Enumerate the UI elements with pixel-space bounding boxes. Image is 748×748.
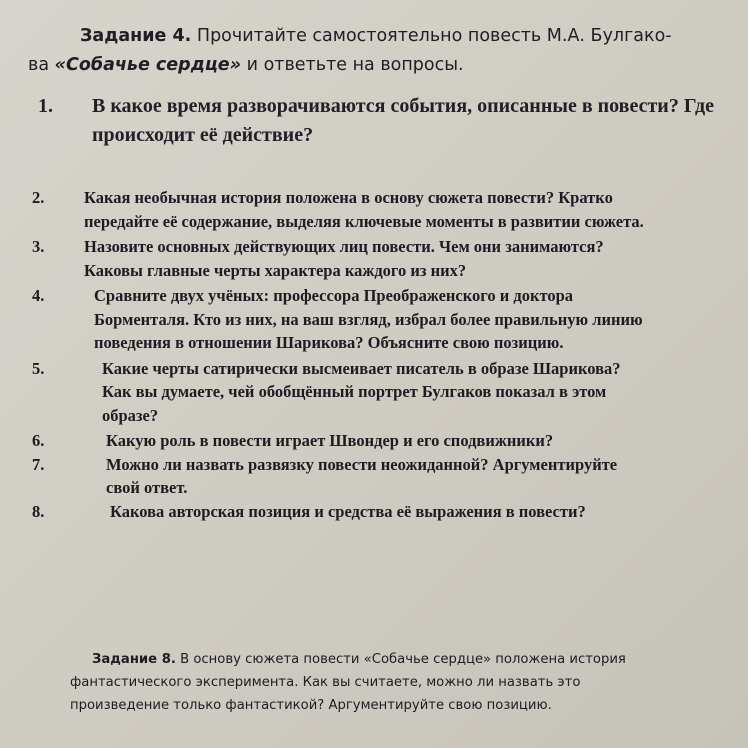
question-item [32, 429, 652, 453]
question-number: 6. [32, 431, 45, 450]
question-text: Назовите основных действующих лиц повести. Чем они занимаются? Каковы главные черты характера каждого из них? [84, 237, 604, 280]
task-8-text: В основу сюжета повести «Собачье сердце» положена история фантастического эксперимента. Как вы считаете, можно ли назвать это произведение только фантастикой? Аргументируйте свою позицию. [70, 652, 626, 713]
task-4-label: Задание 4. [80, 26, 192, 46]
task-8-block [70, 648, 650, 717]
question-number: 3. [32, 237, 45, 256]
question-1 [38, 92, 743, 150]
question-text: Какая необычная история положена в основу сюжета повести? Кратко передайте её содержание, выделяя ключевые моменты в развитии сюжета. [84, 188, 644, 231]
question-text: Сравните двух учёных: профессора Преображенского и доктора Борменталя. Кто из них, на ваш взгляд, избрал более правильную линию поведения в отношении Шарикова? Объясните свою позицию. [94, 286, 643, 352]
question-number: 7. [32, 454, 45, 474]
question-text: Можно ли назвать развязку повести неожиданной? Аргументируйте свой ответ. [106, 454, 618, 497]
question-item [32, 186, 652, 233]
question-text: Какие черты сатирически высмеивает писатель в образе Шарикова? Как вы думаете, чей обобщённый портрет Булгаков показал в этом образе? [102, 358, 621, 425]
question-list [32, 186, 652, 523]
question-number: 4. [32, 286, 45, 305]
question-item [32, 500, 652, 524]
question-text: В какое время разворачиваются события, описанные в повести? Где происходит её действие? [92, 95, 715, 146]
task-4-line-1 [28, 22, 740, 51]
task-4-heading [28, 22, 740, 80]
task-4-line2-start: ва [28, 55, 50, 75]
task-4-intro: Прочитайте самостоятельно повесть М.А. Булгако- [196, 26, 672, 46]
question-number: 2. [32, 188, 45, 207]
question-item [32, 235, 652, 282]
question-item [32, 357, 652, 428]
question-text: Какова авторская позиция и средства её выражения в повести? [110, 501, 586, 521]
task-4-book-title: «Собачье сердце» [54, 55, 242, 75]
question-item [32, 453, 652, 500]
question-text: Какую роль в повести играет Швондер и его сподвижники? [106, 431, 554, 450]
task-4-line-2 [28, 51, 740, 80]
question-item [32, 284, 652, 355]
task-4-line2-end: и ответьте на вопросы. [246, 55, 464, 75]
task-8-label: Задание 8. [92, 652, 176, 667]
question-number: 8. [32, 501, 45, 521]
question-number: 5. [32, 358, 45, 378]
question-number: 1. [38, 95, 53, 117]
